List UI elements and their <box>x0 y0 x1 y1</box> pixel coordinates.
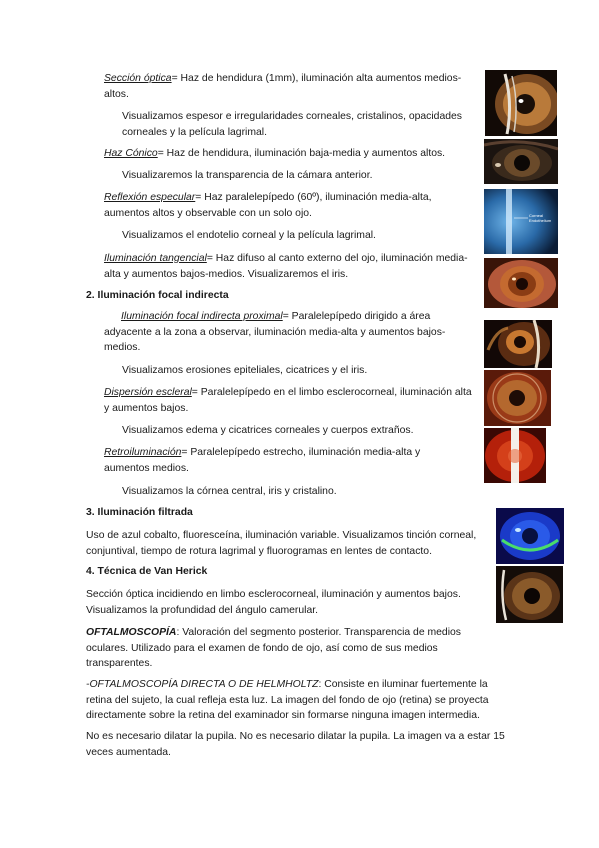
final-text: No es necesario dilatar la pupila. No es necesario dilatar la pupila. La imagen va a estar 15 veces aumentada. <box>86 731 505 758</box>
eye-photo-retroiluminacion <box>484 428 546 483</box>
seccion-optica-term: Sección óptica <box>104 73 172 84</box>
haz-conico-term: Haz Cónico <box>104 148 158 159</box>
retroiluminacion-note: Visualizamos la córnea central, iris y cristalino. <box>122 486 337 497</box>
oftalmoscopia-directa-text: -OFTALMOSCOPÍA DIRECTA O DE HELMHOLTZ: Consiste en iluminar fuertemente la retina del sujeto, la cual refleja esta luz. La imagen del fondo de ojo (retina) se proyecta directamente sobre la retina del examinador sin formarse ninguna imagen intermedia. <box>86 679 489 721</box>
heading-iluminacion-filtrada: 3. Iluminación filtrada <box>86 507 193 518</box>
retroiluminacion-term: Retroiluminación <box>104 447 182 458</box>
focal-indirecta-proximal-note: Visualizamos erosiones epiteliales, cicatrices y el iris. <box>122 365 368 376</box>
focal-indirecta-proximal-term: Iluminación focal indirecta proximal <box>121 311 283 322</box>
oftalmoscopia-text: OFTALMOSCOPÍA: Valoración del segmento posterior. Transparencia de medios oculares. Utilizado para el examen de fondo de ojo, así como de sus medios transparentes. <box>86 627 461 669</box>
haz-conico-note: Visualizaremos la transparencia de la cámara anterior. <box>122 170 373 181</box>
iluminacion-tangencial-term: Iluminación tangencial <box>104 253 207 264</box>
haz-conico-def: Haz Cónico= Haz de hendidura, iluminación baja-media y aumentos altos. <box>104 148 446 159</box>
dispersion-escleral-term: Dispersión escleral <box>104 387 192 398</box>
eye-photo-reflexion-especular <box>484 189 558 254</box>
oftalmoscopia-term: OFTALMOSCOPÍA <box>86 627 177 638</box>
eye-photo-van-herick <box>496 566 563 623</box>
dispersion-escleral-def: Dispersión escleral= Paralelepípedo en el limbo esclerocorneal, iluminación alta y aumentos bajos. <box>104 387 472 414</box>
focal-indirecta-proximal-def: Iluminación focal indirecta proximal= Paralelepípedo dirigido a área adyacente a la zona a observar, iluminación media-alta y aumentos bajos-medios. <box>104 311 446 353</box>
heading-van-herick: 4. Técnica de Van Herick <box>86 566 208 577</box>
eye-photo-haz-conico <box>484 139 558 184</box>
retroiluminacion-def: Retroiluminación= Paralelepípedo estrecho, iluminación media-alta y aumentos medios. <box>104 447 421 474</box>
oftalmoscopia-directa-term: -OFTALMOSCOPÍA DIRECTA O DE HELMHOLTZ <box>86 679 319 690</box>
eye-photo-dispersion-escleral <box>484 370 551 426</box>
eye-photo-focal-indirecta-proximal <box>484 320 552 368</box>
eye-photo-iluminacion-filtrada <box>496 508 564 564</box>
photo-label-endothelium: Endothelium <box>529 218 552 223</box>
seccion-optica-def: Sección óptica= Haz de hendidura (1mm), iluminación alta aumentos medios-altos. <box>104 73 462 100</box>
reflexion-especular-note: Visualizamos el endotelio corneal y la película lagrimal. <box>122 230 376 241</box>
reflexion-especular-def: Reflexión especular= Haz paralelepípedo (60º), iluminación media-alta, aumentos altos y observable con un solo ojo. <box>104 192 432 219</box>
iluminacion-tangencial-def: Iluminación tangencial= Haz difuso al canto externo del ojo, iluminación media-alta y aumentos bajos-medios. Visualizaremos el iris. <box>104 253 468 280</box>
eye-photo-seccion-optica <box>485 70 557 136</box>
filtrada-text: Uso de azul cobalto, fluoresceína, iluminación variable. Visualizamos tinción corneal, conjuntival, tiempo de rotura lagrimal y fluorogramas en lentes de contacto. <box>86 530 477 557</box>
heading-focal-indirecta: 2. Iluminación focal indirecta <box>86 290 229 301</box>
van-herick-text: Sección óptica incidiendo en limbo esclerocorneal, iluminación y aumentos bajos. Visualizamos la profundidad del ángulo camerular. <box>86 589 461 616</box>
photo-label-corneal: Corneal <box>529 213 544 218</box>
seccion-optica-note: Visualizamos espesor e irregularidades corneales, cristalinos, opacidades corneales y la película lagrimal. <box>122 111 462 138</box>
eye-photo-iluminacion-tangencial <box>484 258 558 308</box>
reflexion-especular-term: Reflexión especular <box>104 192 196 203</box>
dispersion-escleral-note: Visualizamos edema y cicatrices corneales y cuerpos extraños. <box>122 425 414 436</box>
